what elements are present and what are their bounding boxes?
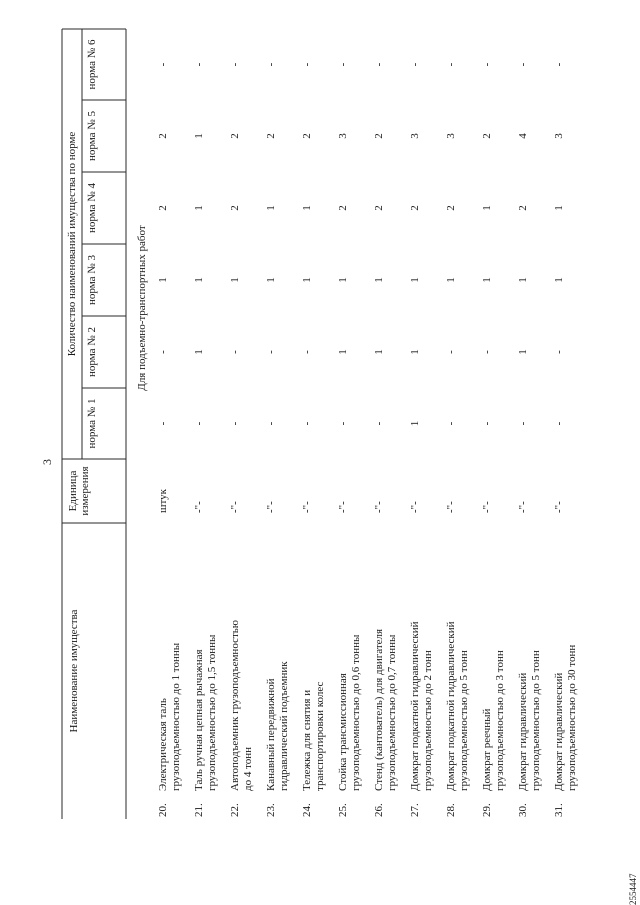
norm-value: 1 bbox=[337, 277, 349, 283]
row-number: 30. bbox=[517, 803, 529, 817]
item-name-line: Канавный передвижной bbox=[265, 678, 277, 791]
norm-value: 1 bbox=[229, 277, 241, 283]
norm-value: - bbox=[337, 62, 349, 67]
norm-value: 2 bbox=[265, 133, 277, 139]
item-name-line: до 4 тонн bbox=[242, 746, 254, 791]
norm-value: - bbox=[193, 62, 205, 67]
row-number: 25. bbox=[337, 803, 349, 817]
item-name-line: грузоподъемностью до 0,6 тонны bbox=[350, 634, 362, 791]
item-name-line: Домкрат подкатной гидравлический bbox=[409, 621, 421, 791]
norm-value: - bbox=[553, 350, 565, 354]
item-name-line: Домкрат подкатной гидравлический bbox=[445, 621, 457, 791]
item-name-line: грузоподъемностью до 3 тонн bbox=[494, 650, 506, 791]
norm-value: - bbox=[373, 421, 385, 426]
unit-of-measure: -"- bbox=[229, 501, 241, 513]
norm-value: - bbox=[553, 421, 565, 426]
norm-value: - bbox=[481, 350, 493, 354]
norm-value: 3 bbox=[409, 133, 421, 139]
norm-value: - bbox=[301, 421, 313, 426]
row-number: 26. bbox=[373, 803, 385, 817]
norm-value: - bbox=[229, 62, 241, 67]
norm-value: - bbox=[517, 62, 529, 67]
row-number: 28. bbox=[445, 803, 457, 817]
document-code: 2554447 bbox=[628, 873, 638, 905]
norm-value: 1 bbox=[337, 349, 349, 355]
norm-value: - bbox=[229, 421, 241, 426]
norm-value: 1 bbox=[157, 277, 169, 283]
item-name-line: грузоподъемностью до 5 тонн bbox=[530, 650, 542, 791]
item-name-line: транспортировки колес bbox=[314, 681, 326, 791]
norm-value: 3 bbox=[445, 133, 457, 139]
item-name-line: Домкрат гидравлический bbox=[517, 672, 529, 791]
norm-value: 1 bbox=[265, 205, 277, 211]
norm-value: 2 bbox=[157, 133, 169, 139]
item-name-line: грузоподъемностью до 1 тонны bbox=[170, 642, 182, 791]
norm-value: 2 bbox=[373, 205, 385, 211]
norm-value: - bbox=[157, 421, 169, 426]
item-name-line: грузоподъемностью до 1,5 тонны bbox=[206, 634, 218, 791]
norm-value: 1 bbox=[481, 205, 493, 211]
norm-value: 3 bbox=[337, 133, 349, 139]
norm-value: - bbox=[517, 421, 529, 426]
norm-value: 1 bbox=[373, 349, 385, 355]
unit-of-measure: -"- bbox=[481, 501, 493, 513]
item-name-line: Стойка трансмиссионная bbox=[337, 673, 349, 791]
norm-value: 1 bbox=[409, 349, 421, 355]
norm-value: - bbox=[301, 350, 313, 354]
norm-value: 2 bbox=[229, 205, 241, 211]
unit-of-measure: -"- bbox=[193, 501, 205, 513]
row-number: 29. bbox=[481, 803, 493, 817]
norm-value: 1 bbox=[553, 205, 565, 211]
norm-value: 1 bbox=[265, 277, 277, 283]
norm-value: - bbox=[301, 62, 313, 67]
header-norm-1: норма № 1 bbox=[86, 398, 98, 449]
norm-value: 1 bbox=[373, 277, 385, 283]
norm-value: - bbox=[229, 350, 241, 354]
norm-value: 1 bbox=[301, 205, 313, 211]
row-number: 31. bbox=[553, 803, 565, 817]
norm-value: 1 bbox=[301, 277, 313, 283]
item-name-line: грузоподъемностью до 2 тонн bbox=[422, 650, 434, 791]
row-number: 21. bbox=[193, 803, 205, 817]
norm-value: 3 bbox=[553, 133, 565, 139]
norm-value: - bbox=[337, 421, 349, 426]
norm-value: 1 bbox=[193, 205, 205, 211]
page-number: 3 bbox=[40, 459, 54, 465]
norm-value: - bbox=[157, 62, 169, 67]
norm-value: - bbox=[157, 350, 169, 354]
header-norm-2: норма № 2 bbox=[86, 327, 98, 377]
unit-of-measure: -"- bbox=[553, 501, 565, 513]
header-norm-6: норма № 6 bbox=[86, 39, 98, 90]
norm-value: - bbox=[265, 421, 277, 426]
item-name-line: Тележка для снятия и bbox=[301, 689, 313, 791]
row-number: 20. bbox=[157, 803, 169, 817]
norm-value: - bbox=[445, 350, 457, 354]
unit-of-measure: -"- bbox=[445, 501, 457, 513]
header-norm-5: норма № 5 bbox=[86, 111, 98, 161]
item-name-line: Домкрат реечный bbox=[481, 708, 493, 791]
unit-of-measure: -"- bbox=[337, 501, 349, 513]
item-name-line: гидравлический подъемник bbox=[278, 661, 290, 791]
unit-of-measure: -"- bbox=[373, 501, 385, 513]
norm-value: 2 bbox=[517, 205, 529, 211]
norm-value: 2 bbox=[373, 133, 385, 139]
norm-value: 1 bbox=[409, 420, 421, 427]
norm-value: 1 bbox=[193, 277, 205, 283]
item-name-line: Таль ручная цепная рычажная bbox=[193, 649, 205, 791]
norm-value: 2 bbox=[481, 133, 493, 139]
row-number: 27. bbox=[409, 803, 421, 817]
unit-of-measure: -"- bbox=[301, 501, 313, 513]
norm-value: - bbox=[193, 421, 205, 426]
norm-value: - bbox=[553, 62, 565, 67]
norm-value: - bbox=[445, 421, 457, 426]
norm-value: 4 bbox=[517, 133, 529, 139]
norm-value: 1 bbox=[409, 277, 421, 283]
item-name-line: Домкрат гидравлический bbox=[553, 672, 565, 791]
norm-value: 1 bbox=[193, 349, 205, 355]
norm-value: - bbox=[445, 62, 457, 67]
section-title: Для подъемно-транспортных работ bbox=[136, 225, 148, 391]
norm-value: 2 bbox=[337, 205, 349, 211]
norm-value: 2 bbox=[229, 133, 241, 139]
norm-value: 2 bbox=[301, 133, 313, 139]
header-norm-4: норма № 4 bbox=[86, 183, 98, 233]
item-name-line: грузоподъемностью до 30 тонн bbox=[566, 644, 578, 791]
norm-value: - bbox=[265, 350, 277, 354]
norm-value: - bbox=[373, 62, 385, 67]
header-unit-line2: измерения bbox=[79, 466, 91, 516]
unit-of-measure: -"- bbox=[517, 501, 529, 513]
norm-value: - bbox=[481, 62, 493, 67]
unit-of-measure: -"- bbox=[265, 501, 277, 513]
row-number: 22. bbox=[229, 803, 241, 817]
unit-of-measure: штук bbox=[157, 489, 169, 513]
item-name-line: Электрическая таль bbox=[157, 698, 169, 791]
header-norm-3: норма № 3 bbox=[86, 255, 98, 305]
item-name-line: Стенд (кантователь) для двигателя bbox=[373, 628, 385, 791]
norm-value: 1 bbox=[553, 277, 565, 283]
norm-value: 1 bbox=[517, 349, 529, 355]
norm-value: 1 bbox=[193, 133, 205, 139]
item-name-line: Автоподъемник грузоподъемностью bbox=[229, 619, 241, 791]
row-number: 24. bbox=[301, 803, 313, 817]
norm-value: 1 bbox=[481, 277, 493, 283]
item-name-line: грузоподъемностью до 5 тонн bbox=[458, 650, 470, 791]
row-number: 23. bbox=[265, 803, 277, 817]
norm-value: - bbox=[481, 421, 493, 426]
header-name: Наименование имущества bbox=[68, 609, 80, 733]
norm-value: 2 bbox=[445, 205, 457, 211]
norm-value: 1 bbox=[445, 277, 457, 283]
norm-value: - bbox=[409, 62, 421, 67]
norm-value: 2 bbox=[157, 205, 169, 211]
norm-value: 2 bbox=[409, 205, 421, 211]
inventory-table bbox=[62, 29, 595, 819]
header-unit-line1: Единица bbox=[67, 470, 79, 512]
item-name-line: грузоподъемностью до 0,7 тонны bbox=[386, 634, 398, 791]
unit-of-measure: -"- bbox=[409, 501, 421, 513]
header-quantity: Количество наименований имущества по норме bbox=[66, 131, 78, 357]
norm-value: - bbox=[265, 62, 277, 67]
norm-value: 1 bbox=[517, 277, 529, 283]
